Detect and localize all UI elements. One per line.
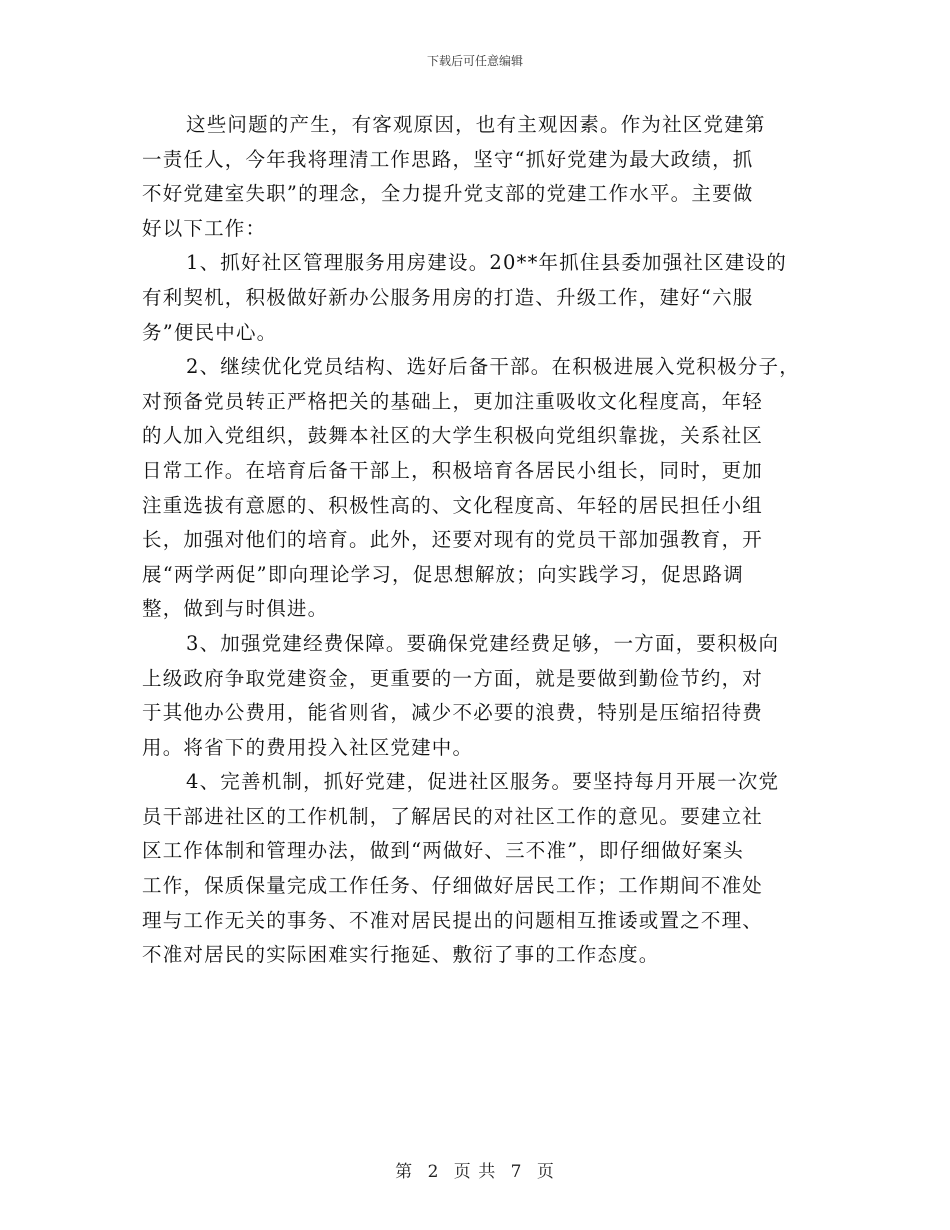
paragraph-line: 员干部进社区的工作机制，了解居民的对社区工作的意见。要建立社 bbox=[142, 804, 764, 828]
current-page-number: 2 bbox=[427, 1162, 440, 1182]
header-note: 下载后可任意编辑 bbox=[426, 54, 523, 68]
paragraph-line: 理与工作无关的事务、不准对居民提出的问题相互推诿或置之不理、 bbox=[142, 908, 764, 932]
paragraph-line: 整，做到与时俱进。 bbox=[142, 597, 329, 621]
paragraph-line: 工作，保质保量完成工作任务、仔细做好居民工作；工作期间不准处 bbox=[142, 874, 764, 898]
paragraph-line: 日常工作。在培育后备干部上，积极培育各居民小组长，同时，更加 bbox=[142, 458, 764, 482]
paragraph-line: 对预备党员转正严格把关的基础上，更加注重吸收文化程度高，年轻 bbox=[142, 389, 764, 413]
paragraph-line: 展“两学两促”即向理论学习，促思想解放；向实践学习，促思路调 bbox=[142, 562, 744, 586]
paragraph-line: 好以下工作： bbox=[142, 216, 267, 240]
paragraph-line: 1、抓好社区管理服务用房建设。20**年抓住县委加强社区建设的 bbox=[186, 251, 787, 275]
paragraph-line: 务”便民中心。 bbox=[142, 320, 278, 344]
document-body bbox=[142, 108, 810, 973]
paragraph-line: 有利契机，积极做好新办公服务用房的打造、升级工作，建好“六服 bbox=[142, 285, 754, 309]
paragraph-line: 注重选拔有意愿的、积极性高的、文化程度高、年轻的居民担任小组 bbox=[142, 493, 764, 517]
paragraph-line: 这些问题的产生，有客观原因，也有主观因素。作为社区党建第 bbox=[186, 113, 766, 136]
paragraph-line: 一责任人，今年我将理清工作思路，坚守“抓好党建为最大政绩，抓 bbox=[142, 147, 754, 171]
footer-middle: 页 共 bbox=[453, 1162, 497, 1182]
paragraph-line: 长，加强对他们的培育。此外，还要对现有的党员干部加强教育，开 bbox=[142, 528, 764, 552]
paragraph-line: 上级政府争取党建资金，更重要的一方面，就是要做到勤俭节约，对 bbox=[142, 666, 764, 690]
paragraph-line: 2、继续优化党员结构、选好后备干部。在积极进展入党积极分子， bbox=[186, 355, 800, 379]
footer-suffix: 页 bbox=[536, 1162, 555, 1182]
page-footer bbox=[0, 1157, 950, 1182]
paragraph-line: 4、完善机制，抓好党建，促进社区服务。要坚持每月开展一次党 bbox=[186, 770, 780, 794]
paragraph-line: 的人加入党组织，鼓舞本社区的大学生积极向党组织靠拢，关系社区 bbox=[142, 424, 764, 448]
paragraph-line: 区工作体制和管理办法，做到“两做好、三不准”，即仔细做好案头 bbox=[142, 839, 744, 863]
paragraph-line: 不好党建室失职”的理念，全力提升党支部的党建工作水平。主要做 bbox=[142, 182, 754, 206]
paragraph-line: 3、加强党建经费保障。要确保党建经费足够，一方面，要积极向 bbox=[186, 631, 780, 655]
footer-prefix: 第 bbox=[395, 1162, 414, 1182]
total-page-count: 7 bbox=[510, 1162, 523, 1182]
paragraph-line: 用。将省下的费用投入社区党建中。 bbox=[142, 735, 474, 759]
paragraph-line: 不准对居民的实际困难实行拖延、敷衍了事的工作态度。 bbox=[142, 943, 660, 967]
paragraph-line: 于其他办公费用，能省则省，减少不必要的浪费，特别是压缩招待费 bbox=[142, 701, 764, 725]
